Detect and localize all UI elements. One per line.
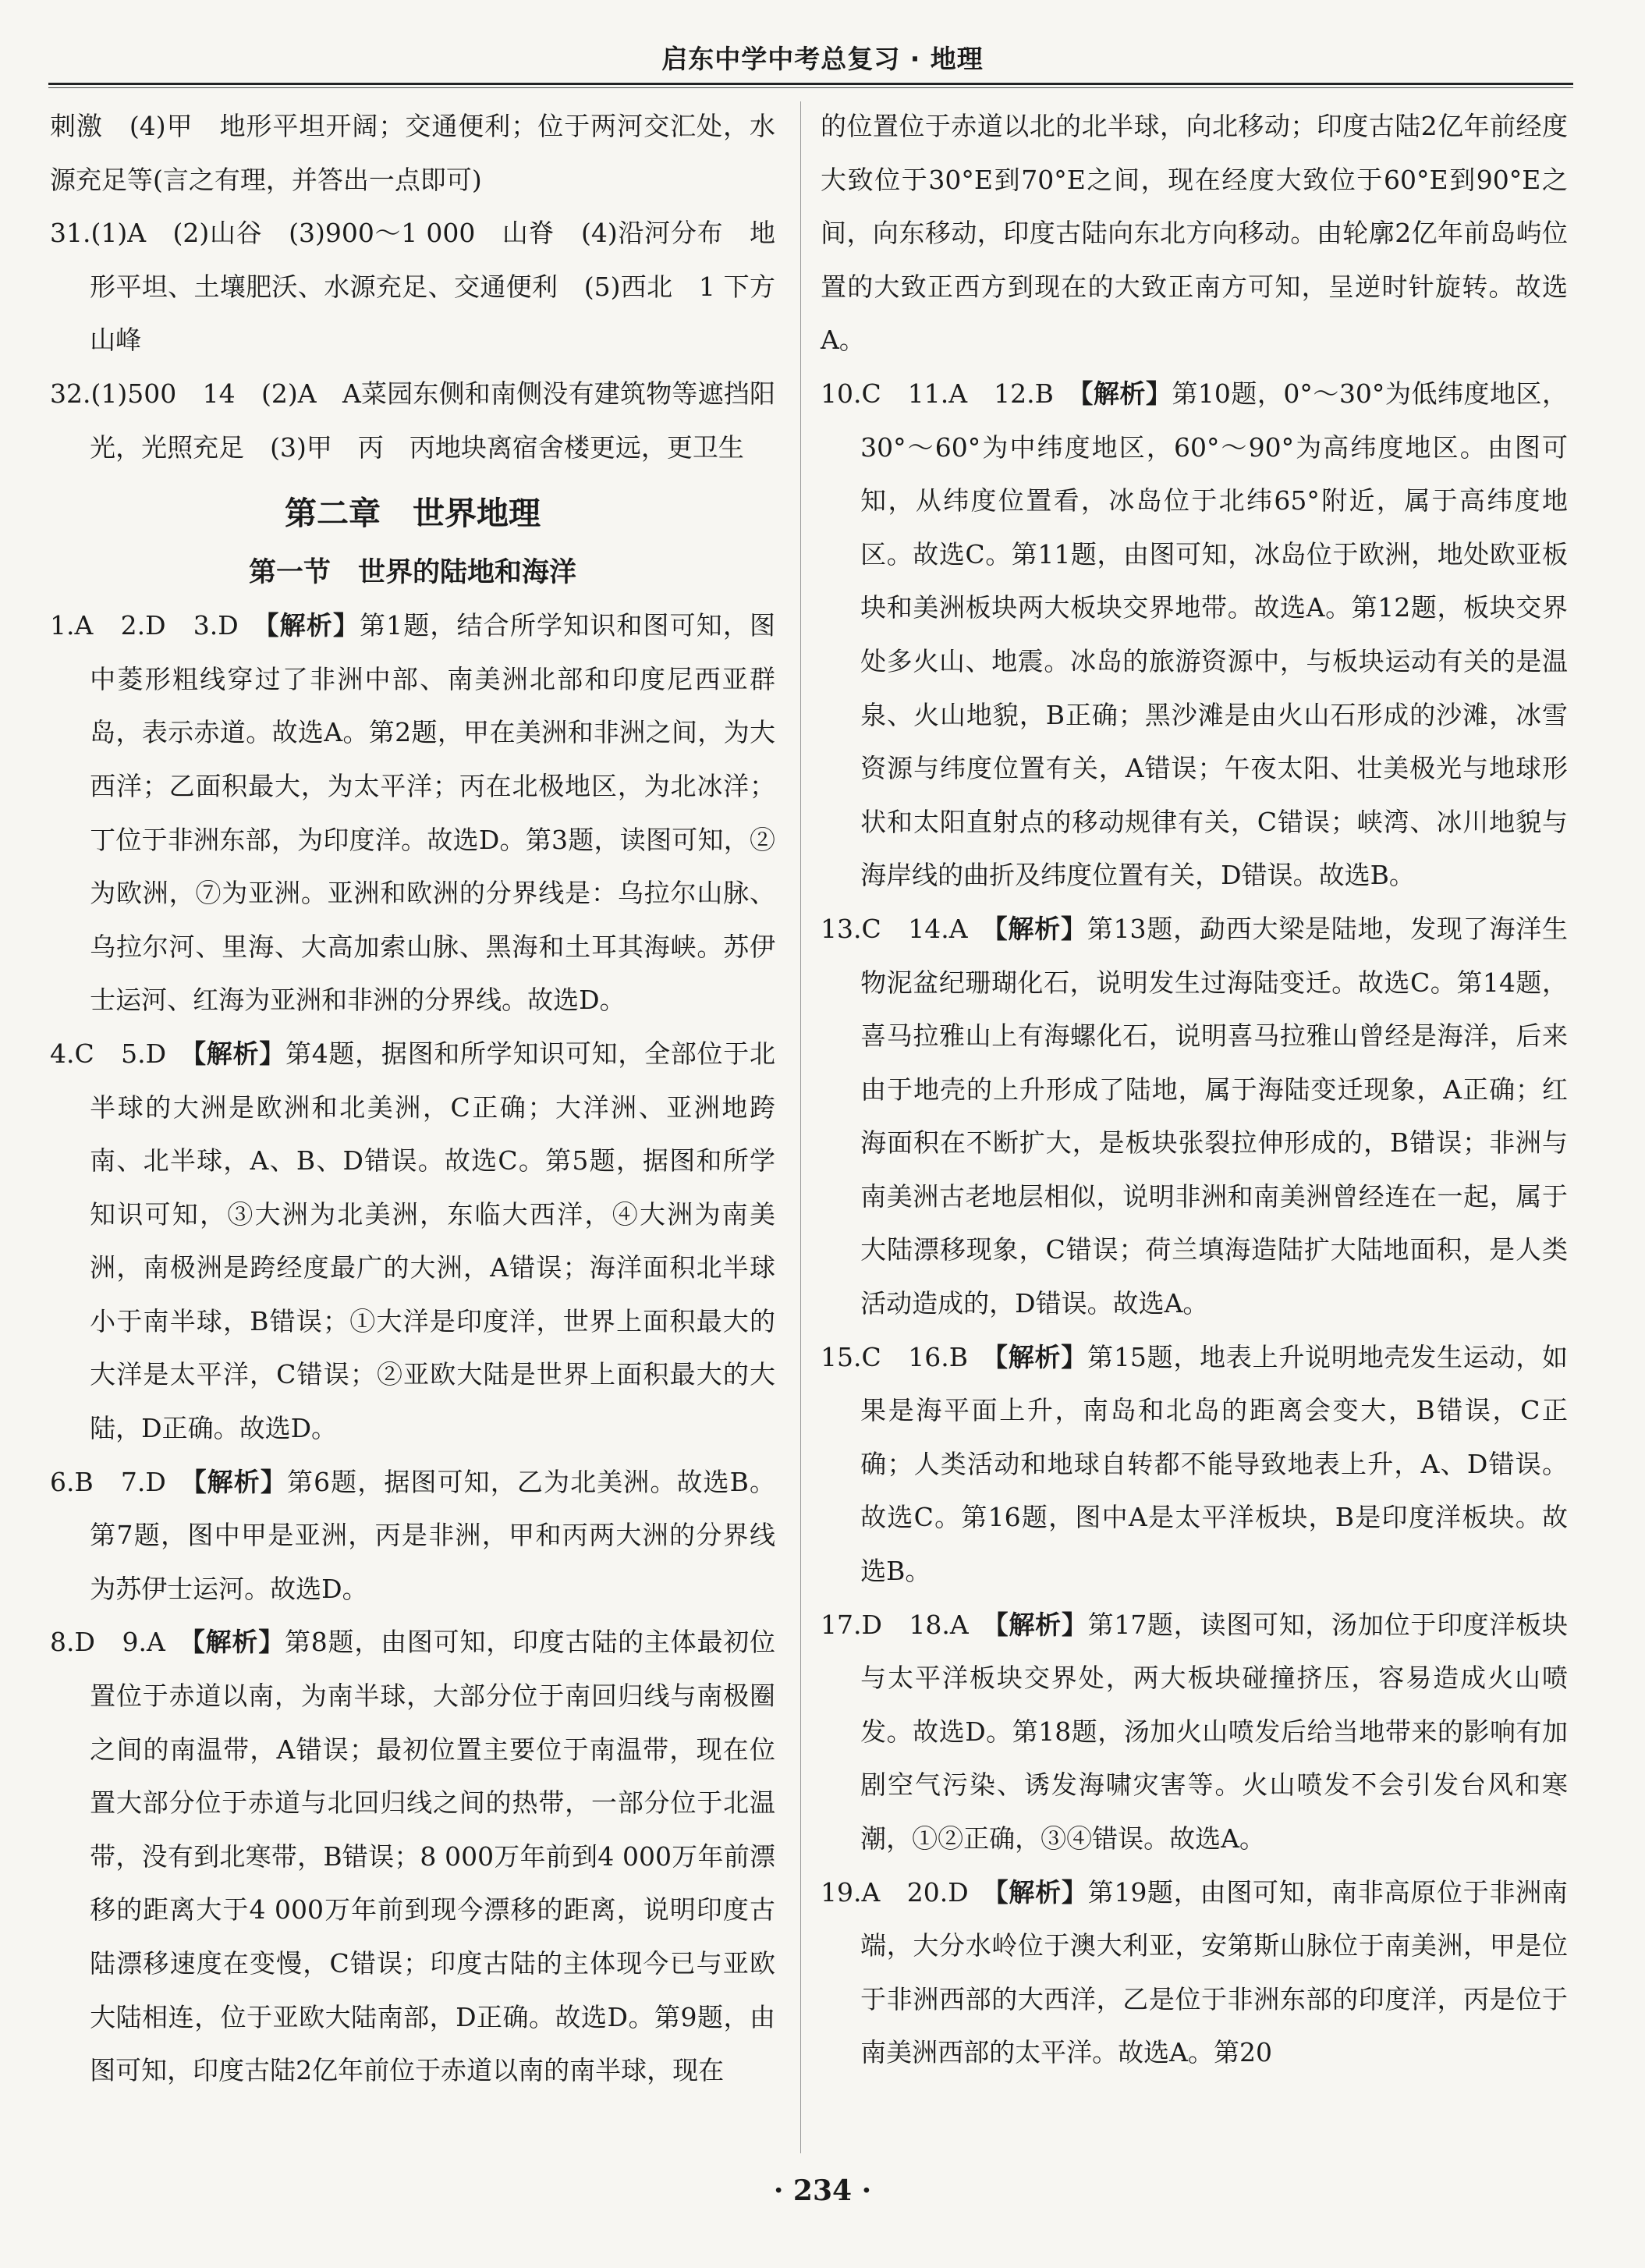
chapter-title: 第二章 世界地理 — [285, 495, 541, 533]
answer-head: 19.A 20.D — [821, 1876, 996, 1908]
continued-paragraph: 刺激 (4)甲 地形平坦开阔；交通便利；位于两河交汇处，水源充足等(言之有理，并答出一点即可) — [50, 111, 775, 195]
header-rule-thin — [48, 87, 1573, 88]
answer-1-3 — [50, 599, 775, 1028]
analysis-body: 第4题，据图和所学知识可知，全部位于北半球的大洲是欧洲和北美洲，C正确；大洋洲、亚洲地跨南、北半球，A、B、D错误。故选C。第5题，据图和所学知识可知，③大洲为北美洲，东临大西洋，④大洲为南美洲，南极洲是跨经度最广的大洲，A错误；海洋面积北半球小于南半球，B错误；①大洋是印度洋，世界上面积最大的大洋是太平洋，C错误；②亚欧大陆是世界上面积最大的大陆，D正确。故选D。 — [90, 1038, 776, 1444]
analysis-body: 第15题，地表上升说明地壳发生运动，如果是海平面上升，南岛和北岛的距离会变大，B错误，C正确；人类活动和地球自转都不能导致地表上升，A、D错误。故选C。第16题，图中A是太平洋板块，B是印度洋板块。故选B。 — [860, 1341, 1568, 1587]
left-column — [50, 100, 775, 2098]
analysis-body: 第17题，读图可知，汤加位于印度洋板块与太平洋板块交界处，两大板块碰撞挤压，容易造成火山喷发。故选D。第18题，汤加火山喷发后给当地带来的影响有加剧空气污染、诱发海啸灾害等。火山喷发不会引发台风和寒潮，①②正确，③④错误。故选A。 — [860, 1609, 1568, 1854]
answer-head: 6.B 7.D — [50, 1466, 194, 1497]
analysis-tag: 【解析】 — [266, 610, 360, 641]
answer-head: 15.C 16.B — [821, 1341, 995, 1372]
analysis-body: 第1题，结合所学知识和图可知，图中菱形粗线穿过了非洲中部、南美洲北部和印度尼西亚群岛，表示赤道。故选A。第2题，甲在美洲和非洲之间，为大西洋；乙面积最大，为太平洋；丙在北极地区，为北冰洋；丁位于非洲东部，为印度洋。故选D。第3题，读图可知，②为欧洲，⑦为亚洲。亚洲和欧洲的分界线是：乌拉尔山脉、乌拉尔河、里海、大高加索山脉、黑海和土耳其海峡。苏伊士运河、红海为亚洲和非洲的分界线。故选D。 — [90, 610, 775, 1016]
analysis-body: 第19题，由图可知，南非高原位于非洲南端，大分水岭位于澳大利亚，安第斯山脉位于南美洲，甲是位于非洲西部的大西洋，乙是位于非洲东部的印度洋，丙是位于南美洲西部的太平洋。故选A。第20 — [860, 1876, 1568, 2068]
section-title: 第一节 世界的陆地和海洋 — [248, 557, 576, 589]
answer-31: 31.(1)A (2)山谷 (3)900～1 000 山脊 (4)沿河分布 地形平坦、土壤肥沃、水源充足、交通便利 (5)西北 1 下方山峰 — [50, 218, 776, 356]
answer-8-9 — [50, 1616, 775, 2097]
analysis-tag: 【解析】 — [995, 1609, 1088, 1640]
answer-head: 10.C 11.A 12.B — [821, 378, 1080, 409]
analysis-tag: 【解析】 — [192, 1627, 285, 1658]
answer-head: 8.D 9.A — [50, 1627, 193, 1658]
analysis-tag: 【解析】 — [994, 1341, 1088, 1372]
analysis-body: 第10题，0°～30°为低纬度地区，30°～60°为中纬度地区，60°～90°为高纬度地区。由图可知，从纬度位置看，冰岛位于北纬65°附近，属于高纬度地区。故选C。第11题，由图可知，冰岛位于欧洲，地处欧亚板块和美洲板块两大板块交界地带。故选A。第12题，板块交界处多火山、地震。冰岛的旅游资源中，与板块运动有关的是温泉、火山地貌，B正确；黑沙滩是由火山石形成的沙滩，冰雪资源与纬度位置有关，A错误；午夜太阳、壮美极光与地球形状和太阳直射点的移动规律有关，C错误；峡湾、冰川地貌与海岸线的曲折及纬度位置有关，D错误。故选B。 — [860, 378, 1569, 891]
analysis-tag: 【解析】 — [994, 913, 1087, 944]
page-number: · 234 · — [773, 2174, 872, 2207]
header-rule — [48, 83, 1573, 85]
answer-13-14 — [821, 903, 1568, 1331]
analysis-body: 第6题，据图可知，乙为北美洲。故选B。第7题，图中甲是亚洲，丙是非洲，甲和丙两大洲的分界线为苏伊士运河。故选D。 — [90, 1466, 776, 1604]
answer-10-12 — [821, 367, 1568, 903]
answer-32: 32.(1)500 14 (2)A A菜园东侧和南侧没有建筑物等遮挡阳光，光照充足 (3)甲 丙 丙地块离宿舍楼更远，更卫生 — [50, 378, 775, 463]
column-divider — [800, 101, 801, 2153]
answer-head: 13.C 14.A — [821, 913, 995, 944]
answer-17-18 — [821, 1599, 1568, 1866]
answer-head: 1.A 2.D 3.D — [50, 610, 266, 641]
answer-15-16 — [821, 1331, 1568, 1599]
analysis-body: 第13题，勐西大梁是陆地，发现了海洋生物泥盆纪珊瑚化石，说明发生过海陆变迁。故选C。第14题，喜马拉雅山上有海螺化石，说明喜马拉雅山曾经是海洋，后来由于地壳的上升形成了陆地，属于海陆变迁现象，A正确；红海面积在不断扩大，是板块张裂拉伸形成的，B错误；非洲与南美洲古老地层相似，说明非洲和南美洲曾经连在一起，属于大陆漂移现象，C错误；荷兰填海造陆扩大陆地面积，是人类活动造成的，D错误。故选A。 — [860, 913, 1569, 1319]
analysis-tag: 【解析】 — [995, 1876, 1088, 1908]
answer-head: 17.D 18.A — [821, 1609, 996, 1640]
analysis-tag: 【解析】 — [1080, 378, 1172, 409]
page-header: 启东中学中考总复习 · 地理 — [661, 44, 984, 74]
answer-head: 4.C 5.D — [50, 1038, 193, 1069]
answer-6-7 — [50, 1456, 775, 1617]
analysis-body: 第8题，由图可知，印度古陆的主体最初位置位于赤道以南，为南半球，大部分位于南回归线与南极圈之间的南温带，A错误；最初位置主要位于南温带，现在位置大部分位于赤道与北回归线之间的热带，一部分位于北温带，没有到北寒带，B错误；8 000万年前到4 000万年前漂移的距离大于4 000万年前到现今漂移的距离，说明印度古陆漂移速度在变慢，C错误；印度古陆的主体现今已与亚欧大陆相连，位于亚欧大陆南部，D正确。故选D。第9题，由图可知，印度古陆2亿年前位于赤道以南的南半球，现在 — [90, 1627, 776, 2086]
right-column — [821, 100, 1568, 2080]
answer-4-5 — [50, 1028, 775, 1456]
analysis-tag: 【解析】 — [193, 1466, 287, 1497]
answer-19-20 — [821, 1866, 1568, 2080]
analysis-tag: 【解析】 — [193, 1038, 285, 1069]
continued-paragraph: 的位置位于赤道以北的北半球，向北移动；印度古陆2亿年前经度大致位于30°E到70°E之间，现在经度大致位于60°E到90°E之间，向东移动，印度古陆向东北方向移动。由轮廓2亿年前岛屿位置的大致正西方到现在的大致正南方可知，呈逆时针旋转。故选A。 — [821, 111, 1568, 356]
